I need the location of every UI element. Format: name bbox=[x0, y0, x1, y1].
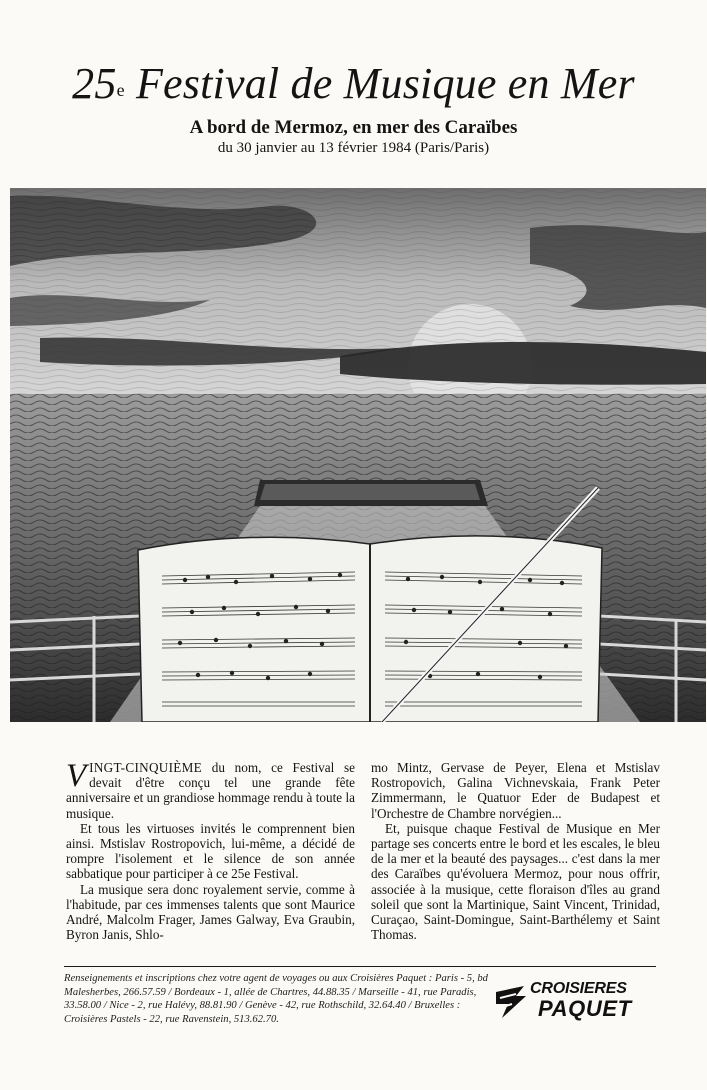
paragraph-1-text: du nom, ce Festival se devait d'être conçu tel une grande fête anniversaire et un grandiose hommage rendu à toute la musique. bbox=[66, 760, 355, 821]
logo-line-croisieres: CROISIERES bbox=[530, 980, 627, 997]
croisieres-paquet-logo bbox=[494, 980, 664, 1024]
lead-smallcaps: INGT-CINQUIÈME bbox=[89, 760, 203, 775]
footer-divider bbox=[64, 966, 656, 967]
article-column-right bbox=[371, 760, 660, 942]
logo-line-paquet: PAQUET bbox=[538, 996, 632, 1021]
title-number: 25 bbox=[72, 59, 117, 108]
article-column-left bbox=[66, 760, 355, 942]
paquet-ship-logo-icon bbox=[494, 982, 528, 1022]
illustration-svg bbox=[10, 188, 706, 722]
page-title bbox=[0, 58, 707, 110]
article-paragraph-4: Et, puisque chaque Festival de Musique en Mer partage ses concerts entre le bord et les escales, le bleu de la mer et la beauté des paysages... c'est dans la mer des Caraïbes qu'évoluera Mermoz, pour nous offrir, associée à la musique, cette floraison d'îles au grand soleil que sont la Martinique, Saint Vincent, Trinidad, Curaçao, Saint-Domingue, Saint-Barthélemy et Saint Thomas. bbox=[371, 820, 660, 943]
logo-wordmark bbox=[530, 980, 664, 1020]
article-paragraph-1 bbox=[66, 760, 355, 821]
article-paragraph-2: Et tous les virtuoses invités le comprennent bien ainsi. Mstislav Rostropovich, lui-même, a décidé de rompre l'isolement et le silence de son année sabbatique pour participer à ce 25e Festival. bbox=[66, 820, 355, 882]
article-paragraph-3-start: La musique sera donc royalement servie, comme à l'habitude, par ces immenses talents que sont Maurice André, Malcolm Frager, James Galway, Eva Graubin, Byron Janis, Shlo- bbox=[66, 881, 355, 943]
title-text: Festival de Musique en Mer bbox=[135, 59, 635, 108]
drop-cap: V bbox=[66, 758, 87, 794]
booking-info: Renseignements et inscriptions chez votre agent de voyages ou aux Croisières Paquet : Paris - 5, bd Malesherbes, 266.57.59 / Bordeaux - 1, allée de Chartres, 44.88.35 / Marseille - 41, rue Paradis, 33.58.00 / Nice - 2, rue Halévy, 88.81.90 / Genève - 42, rue Rothschild, 32.64.40 / Bruxelles : Croisières Pastels - 22, rue Ravenstein, 513.62.70. bbox=[64, 973, 488, 1025]
sheet-music-book-icon bbox=[138, 536, 602, 722]
title-superscript: e bbox=[116, 80, 125, 100]
subtitle: A bord de Mermoz, en mer des Caraïbes bbox=[189, 117, 518, 138]
article-paragraph-3-end: mo Mintz, Gervase de Peyer, Elena et Mstislav Rostropovich, Galina Vichnevskaia, Frank Peter Zimmermann, le Quatuor Eder de Budapest et l'Orchestre de Chambre norvégien... bbox=[371, 760, 660, 821]
event-dates: du 30 janvier au 13 février 1984 (Paris/Paris) bbox=[217, 140, 490, 156]
sheet-music-at-sea-illustration bbox=[10, 188, 706, 722]
